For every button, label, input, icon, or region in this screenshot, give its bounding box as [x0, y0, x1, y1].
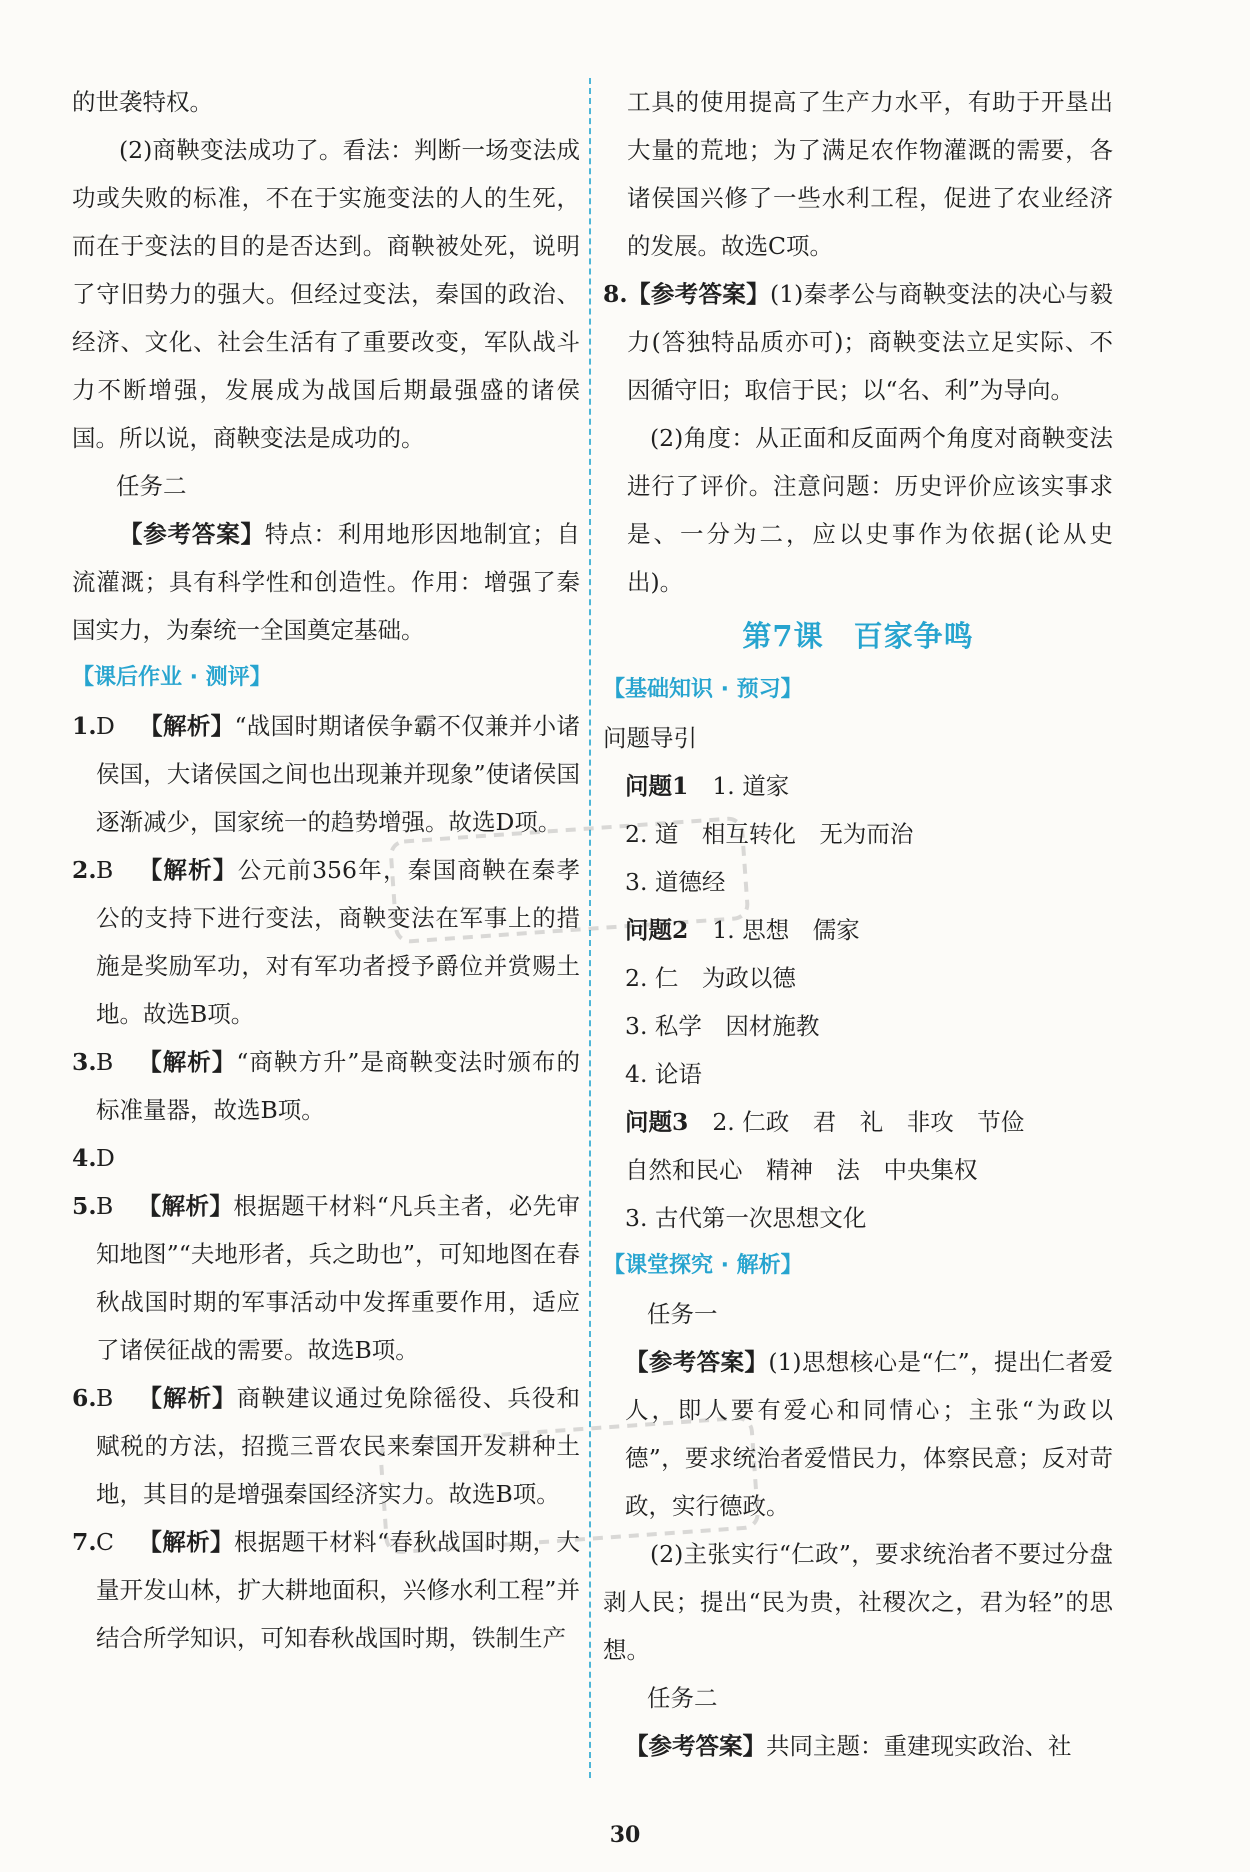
question-7	[72, 1518, 580, 1662]
question-8-part-2	[603, 414, 1113, 606]
section-basic-knowledge: 【基础知识 · 预习】	[603, 677, 803, 702]
analysis-text: 商鞅建议通过免除徭役、兵役和赋税的方法，招揽三晋农民来秦国开发耕种土地，其目的是增强秦国经济实力。故选B项。	[96, 1384, 581, 1508]
question-answer: B	[96, 1384, 114, 1412]
page-number: 30	[609, 1822, 641, 1848]
question-2	[72, 846, 580, 1038]
analysis-label: 【解析】	[137, 1048, 237, 1076]
paragraph-shang-yang-success: (2)商鞅变法成功了。看法：判断一场变法成功或失败的标准，不在于实施变法的人的生死，而在于变法的目的是否达到。商鞅被处死，说明了守旧势力的强大。但经过变法，秦国的政治、经济、文化、社会生活有了重要改变，军队战斗力不断增强，发展成为战国后期最强盛的诸侯国。所以说，商鞅变法是成功的。	[72, 136, 580, 452]
task-two-title: 任务二	[116, 472, 187, 500]
problem-3-line-1b: 自然和民心 精神 法 中央集权	[625, 1156, 978, 1184]
problem-answer: 1. 道家	[712, 772, 790, 800]
problem-1-line-2: 2. 道 相互转化 无为而治	[625, 820, 914, 848]
task-one-title: 任务一	[647, 1300, 718, 1328]
right-column	[603, 78, 1113, 1770]
problem-3-line-2: 3. 古代第一次思想文化	[625, 1204, 867, 1232]
continued-text: 工具的使用提高了生产力水平，有助于开垦出大量的荒地；为了满足农作物灌溉的需要，各诸侯国兴修了一些水利工程，促进了农业经济的发展。故选C项。	[627, 88, 1113, 260]
question-answer: B	[96, 856, 114, 884]
answer-label: 【参考答案】	[625, 1348, 769, 1376]
question-number: 1.	[72, 712, 97, 740]
answer-text: (1)思想核心是“仁”，提出仁者爱人，即人要有爱心和同情心；主张“为政以德”，要求统治者爱惜民力，体察民意；反对苛政，实行德政。	[625, 1348, 1113, 1520]
answer-label: 【参考答案】	[627, 280, 770, 308]
lesson-title: 第7课 百家争鸣	[742, 619, 974, 653]
question-answer: B	[96, 1048, 114, 1076]
analysis-text: 根据题干材料“凡兵主者，必先审知地图”“夫地形者，兵之助也”，可知地图在春秋战国时期的军事活动中发挥重要作用，适应了诸侯征战的需要。故选B项。	[96, 1192, 581, 1364]
analysis-text: “战国时期诸侯争霸不仅兼并小诸侯国，大诸侯国之间也出现兼并现象”使诸侯国逐渐减少，国家统一的趋势增强。故选D项。	[96, 712, 581, 836]
section-homework: 【课后作业 · 测评】	[72, 665, 272, 690]
answer-text: (1)秦孝公与商鞅变法的决心与毅力(答独特品质亦可)；商鞅变法立足实际、不因循守旧；取信于民；以“名、利”为导向。	[627, 280, 1114, 404]
question-number: 8.	[603, 280, 628, 308]
analysis-text: “商鞅方升”是商鞅变法时颁布的标准量器，故选B项。	[96, 1048, 581, 1124]
question-number: 4.	[72, 1144, 97, 1172]
answer-text: 特点：利用地形因地制宜；自流灌溉；具有科学性和创造性。作用：增强了秦国实力，为秦统一全国奠定基础。	[72, 520, 581, 644]
problem-2-line-3: 3. 私学 因材施教	[625, 1012, 820, 1040]
question-1	[72, 702, 580, 846]
question-3	[72, 1038, 580, 1134]
question-number: 6.	[72, 1384, 97, 1412]
question-8	[603, 270, 1113, 414]
question-number: 3.	[72, 1048, 97, 1076]
question-number: 5.	[72, 1192, 97, 1220]
analysis-label: 【解析】	[137, 1384, 237, 1412]
analysis-label: 【解析】	[137, 1528, 234, 1556]
task-one-answer	[603, 1338, 1113, 1530]
question-answer: B	[96, 1192, 114, 1220]
column-divider	[589, 78, 591, 1778]
question-5	[72, 1182, 580, 1374]
analysis-label: 【解析】	[138, 712, 235, 740]
task-one-answer-2: (2)主张实行“仁政”，要求统治者不要过分盘剥人民；提出“民为贵，社稷次之，君为轻”的思想。	[603, 1540, 1113, 1664]
problem-answer: 2. 仁政 君 礼 非攻 节俭	[712, 1108, 1025, 1136]
problem-label: 问题2	[625, 916, 689, 944]
problem-3-line-1	[603, 1098, 1113, 1146]
problem-1-line-1	[603, 762, 1113, 810]
problem-label: 问题1	[625, 772, 689, 800]
answer-text-2: (2)角度：从正面和反面两个角度对商鞅变法进行了评价。注意问题：历史评价应该实事求是、一分为二，应以史事作为依据(论从史出)。	[627, 424, 1113, 596]
problem-answer: 1. 思想 儒家	[712, 916, 860, 944]
question-6	[72, 1374, 580, 1518]
task-two-answer	[72, 510, 580, 654]
question-answer: D	[96, 1144, 115, 1172]
task-two-answer-right	[603, 1722, 1113, 1770]
question-answer: C	[96, 1528, 114, 1556]
analysis-label: 【解析】	[137, 1192, 234, 1220]
answer-text: 共同主题：重建现实政治、社	[766, 1732, 1072, 1760]
problem-2-line-2: 2. 仁 为政以德	[625, 964, 796, 992]
question-number: 2.	[72, 856, 97, 884]
section-class-inquiry: 【课堂探究 · 解析】	[603, 1253, 803, 1278]
analysis-text: 公元前356年，秦国商鞅在秦孝公的支持下进行变法，商鞅变法在军事上的措施是奖励军功，对有军功者授予爵位并赏赐土地。故选B项。	[96, 856, 581, 1028]
question-answer: D	[96, 712, 115, 740]
analysis-label: 【解析】	[137, 856, 238, 884]
question-4	[72, 1134, 580, 1182]
problem-label: 问题3	[625, 1108, 689, 1136]
guide-heading: 问题导引	[603, 724, 697, 752]
problem-2-line-4: 4. 论语	[625, 1060, 702, 1088]
analysis-text: 根据题干材料“春秋战国时期，大量开发山林，扩大耕地面积，兴修水利工程”并结合所学知识，可知春秋战国时期，铁制生产	[96, 1528, 580, 1652]
question-7-continued	[603, 78, 1113, 270]
left-column	[72, 78, 580, 1662]
paragraph-privilege: 的世袭特权。	[72, 88, 213, 116]
answer-label: 【参考答案】	[119, 520, 265, 548]
task-two-title-right: 任务二	[647, 1684, 718, 1712]
problem-1-line-3: 3. 道德经	[625, 868, 726, 896]
problem-2-line-1	[603, 906, 1113, 954]
question-number: 7.	[72, 1528, 97, 1556]
answer-label: 【参考答案】	[625, 1732, 766, 1760]
